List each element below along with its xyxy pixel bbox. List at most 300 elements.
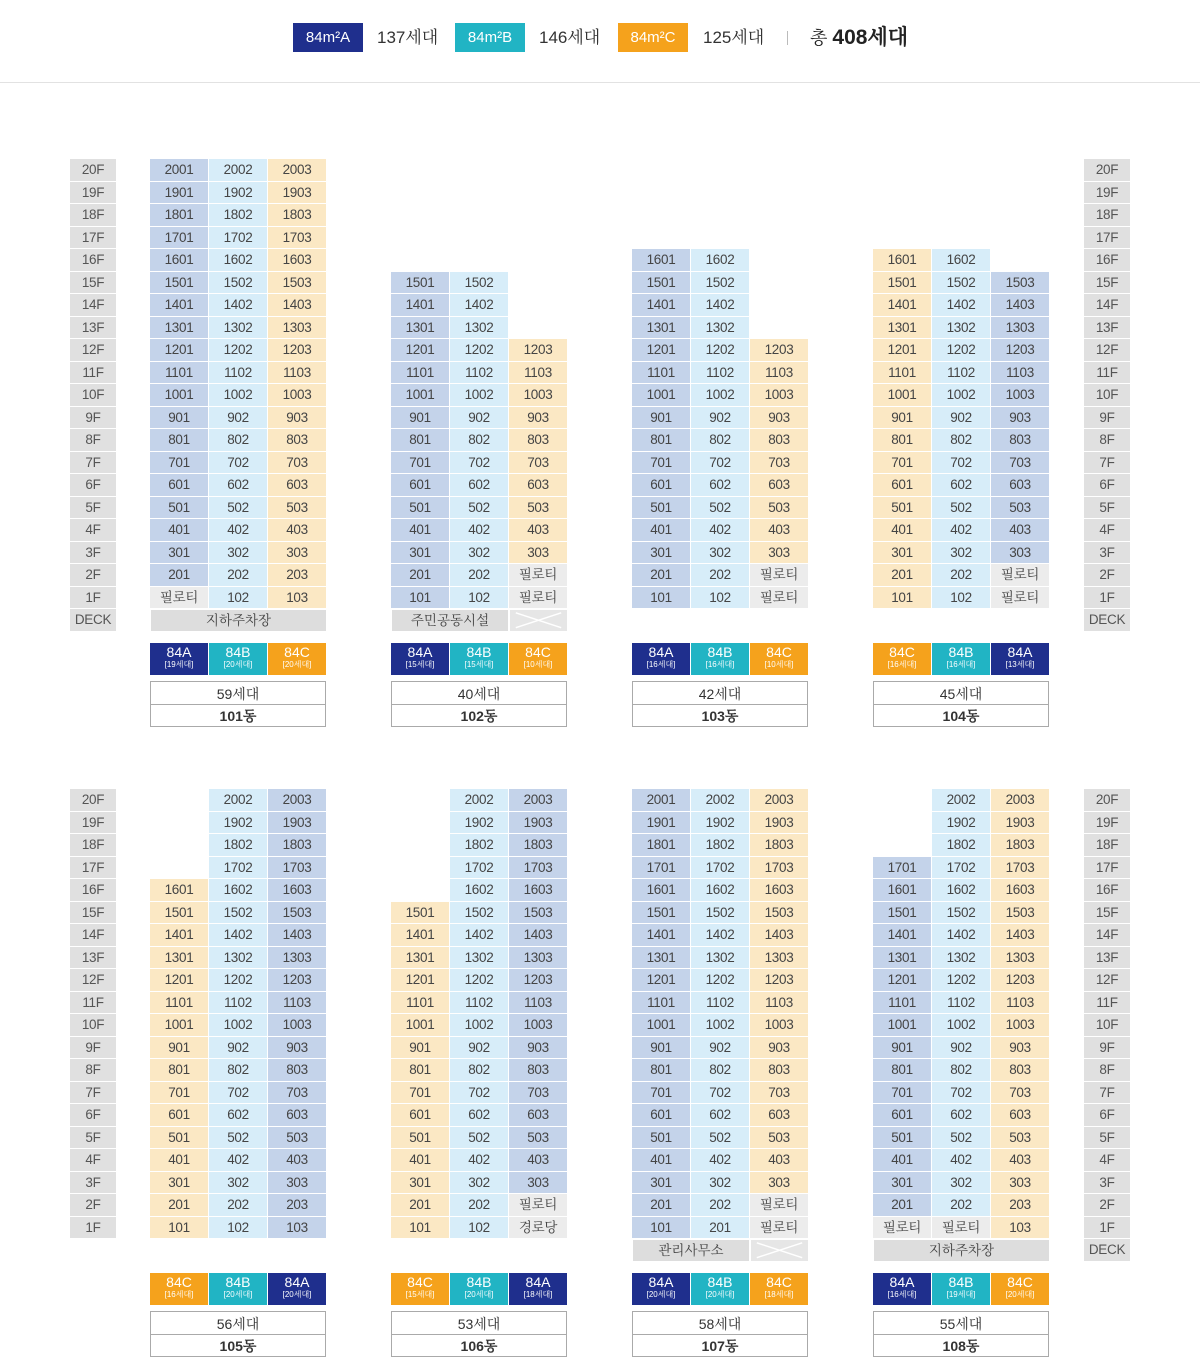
floor-label-row2-left: 15F	[70, 902, 117, 925]
unit-cell-102: 903	[509, 407, 568, 430]
unit-cell-106: 1001	[391, 1014, 450, 1037]
unit-cell-108: 1902	[932, 812, 991, 835]
floor-label-row1-right: 8F	[1084, 429, 1131, 452]
floor-label-row1-left: 9F	[70, 407, 117, 430]
unit-cell-102: 703	[509, 452, 568, 475]
unit-cell-102: 101	[391, 587, 450, 610]
unit-cell-101: 1002	[209, 384, 268, 407]
legend-badge-84b: 84m²B	[455, 23, 525, 52]
unit-cell-107: 201	[691, 1217, 750, 1240]
unit-cell-106: 703	[509, 1082, 568, 1105]
floor-label-row1-left: 12F	[70, 339, 117, 362]
unit-cell-105: 1702	[209, 857, 268, 880]
type-badge-102	[509, 643, 568, 675]
badge-type-label: 84B	[948, 643, 974, 660]
legend-badge-84c: 84m²C	[618, 23, 688, 52]
unit-cell-104: 803	[991, 429, 1050, 452]
unit-cell-105: 1501	[150, 902, 209, 925]
unit-cell-108: 1703	[991, 857, 1050, 880]
unit-cell-105: 1903	[268, 812, 327, 835]
building-total-106: 53세대	[391, 1311, 567, 1335]
deck-void-107	[750, 1239, 809, 1262]
unit-cell-107: 801	[632, 1059, 691, 1082]
unit-cell-102: 1103	[509, 362, 568, 385]
unit-cell-107: 101	[632, 1217, 691, 1240]
badge-unit-count: [18세대]	[764, 1289, 794, 1299]
unit-cell-101: 1201	[150, 339, 209, 362]
unit-cell-107: 402	[691, 1149, 750, 1172]
floor-label-row1-left: 14F	[70, 294, 117, 317]
unit-cell-106: 1903	[509, 812, 568, 835]
floor-label-row2-left: 11F	[70, 992, 117, 1015]
badge-unit-count: [20세대]	[282, 659, 312, 669]
unit-cell-106: 803	[509, 1059, 568, 1082]
unit-cell-101: 903	[268, 407, 327, 430]
floor-label-row2-right: 16F	[1084, 879, 1131, 902]
floor-label-row2-right: 3F	[1084, 1172, 1131, 1195]
unit-cell-103: 필로티	[750, 564, 809, 587]
type-badge-101	[150, 643, 209, 675]
unit-cell-102: 1203	[509, 339, 568, 362]
unit-cell-108: 1802	[932, 834, 991, 857]
badge-type-label: 84B	[948, 1273, 974, 1290]
unit-cell-101: 1301	[150, 317, 209, 340]
floor-label-row2-right: 8F	[1084, 1059, 1131, 1082]
floor-label-row2-left: 7F	[70, 1082, 117, 1105]
unit-cell-104: 1301	[873, 317, 932, 340]
unit-cell-103: 703	[750, 452, 809, 475]
unit-cell-108: 603	[991, 1104, 1050, 1127]
floor-label-row1-right: 18F	[1084, 204, 1131, 227]
unit-cell-107: 1102	[691, 992, 750, 1015]
unit-cell-103: 701	[632, 452, 691, 475]
unit-cell-108: 1102	[932, 992, 991, 1015]
badge-unit-count: [10세대]	[764, 659, 794, 669]
floor-label-row2-right: 12F	[1084, 969, 1131, 992]
unit-cell-103: 1602	[691, 249, 750, 272]
unit-cell-103: 필로티	[750, 587, 809, 610]
floor-label-row1-left: 20F	[70, 159, 117, 182]
unit-cell-104: 1403	[991, 294, 1050, 317]
badge-type-label: 84A	[525, 1273, 551, 1290]
floor-label-row2-right: 17F	[1084, 857, 1131, 880]
unit-cell-102: 1301	[391, 317, 450, 340]
unit-cell-108: 801	[873, 1059, 932, 1082]
unit-cell-104: 401	[873, 519, 932, 542]
unit-cell-108: 902	[932, 1037, 991, 1060]
unit-cell-101: 1103	[268, 362, 327, 385]
unit-cell-106: 201	[391, 1194, 450, 1217]
unit-cell-101: 1102	[209, 362, 268, 385]
unit-cell-105: 102	[209, 1217, 268, 1240]
unit-cell-102: 803	[509, 429, 568, 452]
unit-cell-102: 1302	[450, 317, 509, 340]
unit-cell-104: 필로티	[991, 587, 1050, 610]
unit-cell-105: 903	[268, 1037, 327, 1060]
unit-cell-108: 201	[873, 1194, 932, 1217]
unit-cell-107: 필로티	[750, 1194, 809, 1217]
unit-cell-106: 1103	[509, 992, 568, 1015]
unit-cell-103: 903	[750, 407, 809, 430]
unit-cell-107: 1401	[632, 924, 691, 947]
unit-cell-108: 1903	[991, 812, 1050, 835]
unit-cell-103: 1601	[632, 249, 691, 272]
unit-cell-101: 1702	[209, 227, 268, 250]
unit-cell-101: 401	[150, 519, 209, 542]
unit-cell-101: 1303	[268, 317, 327, 340]
unit-cell-107: 1002	[691, 1014, 750, 1037]
unit-cell-102: 401	[391, 519, 450, 542]
unit-cell-107: 1301	[632, 947, 691, 970]
unit-cell-108: 202	[932, 1194, 991, 1217]
floor-label-row2-right: 20F	[1084, 789, 1131, 812]
unit-cell-104: 301	[873, 542, 932, 565]
unit-cell-106: 801	[391, 1059, 450, 1082]
unit-cell-108: 1502	[932, 902, 991, 925]
building-name-108: 108동	[873, 1335, 1049, 1357]
badge-unit-count: [19세대]	[164, 659, 194, 669]
unit-cell-102: 701	[391, 452, 450, 475]
unit-cell-102: 1502	[450, 272, 509, 295]
floor-label-row1-right: 9F	[1084, 407, 1131, 430]
badge-type-label: 84A	[648, 643, 674, 660]
unit-cell-106: 503	[509, 1127, 568, 1150]
floor-label-row2-left: 13F	[70, 947, 117, 970]
unit-cell-103: 1001	[632, 384, 691, 407]
unit-cell-106: 1702	[450, 857, 509, 880]
unit-cell-107: 303	[750, 1172, 809, 1195]
unit-cell-101: 1101	[150, 362, 209, 385]
building-name-105: 105동	[150, 1335, 326, 1357]
unit-cell-105: 1503	[268, 902, 327, 925]
unit-cell-102: 필로티	[509, 564, 568, 587]
unit-cell-106: 1101	[391, 992, 450, 1015]
building-name-104: 104동	[873, 705, 1049, 727]
unit-cell-105: 1003	[268, 1014, 327, 1037]
unit-cell-101: 601	[150, 474, 209, 497]
unit-cell-108: 1301	[873, 947, 932, 970]
unit-cell-104: 1203	[991, 339, 1050, 362]
floor-label-row1-right: 2F	[1084, 564, 1131, 587]
unit-cell-103: 503	[750, 497, 809, 520]
floor-label-row1-right: 20F	[1084, 159, 1131, 182]
unit-cell-106: 1501	[391, 902, 450, 925]
unit-cell-101: 1203	[268, 339, 327, 362]
unit-cell-101: 1802	[209, 204, 268, 227]
unit-cell-104: 필로티	[991, 564, 1050, 587]
unit-cell-108: 303	[991, 1172, 1050, 1195]
unit-cell-101: 1703	[268, 227, 327, 250]
type-badge-105	[150, 1273, 209, 1305]
unit-cell-104: 1201	[873, 339, 932, 362]
unit-cell-104: 1101	[873, 362, 932, 385]
unit-cell-102: 403	[509, 519, 568, 542]
unit-cell-105: 2002	[209, 789, 268, 812]
unit-cell-108: 301	[873, 1172, 932, 1195]
unit-cell-103: 1201	[632, 339, 691, 362]
unit-cell-104: 102	[932, 587, 991, 610]
unit-cell-106: 필로티	[509, 1194, 568, 1217]
floor-label-row2-left: 17F	[70, 857, 117, 880]
unit-cell-101: 1603	[268, 249, 327, 272]
type-badge-106	[391, 1273, 450, 1305]
unit-cell-103: 101	[632, 587, 691, 610]
unit-cell-105: 602	[209, 1104, 268, 1127]
unit-cell-101: 1803	[268, 204, 327, 227]
unit-cell-103: 702	[691, 452, 750, 475]
unit-cell-104: 1202	[932, 339, 991, 362]
badge-unit-count: [16세대]	[887, 659, 917, 669]
floor-label-row1-right: 15F	[1084, 272, 1131, 295]
unit-cell-106: 1803	[509, 834, 568, 857]
unit-cell-107: 필로티	[750, 1217, 809, 1240]
unit-cell-102: 801	[391, 429, 450, 452]
unit-cell-101: 1401	[150, 294, 209, 317]
unit-cell-104: 1302	[932, 317, 991, 340]
unit-cell-106: 1902	[450, 812, 509, 835]
unit-cell-105: 201	[150, 1194, 209, 1217]
unit-cell-106: 401	[391, 1149, 450, 1172]
unit-cell-101: 102	[209, 587, 268, 610]
unit-cell-103: 901	[632, 407, 691, 430]
type-badge-104	[873, 643, 932, 675]
unit-cell-101: 403	[268, 519, 327, 542]
type-badge-103	[750, 643, 809, 675]
unit-cell-108: 302	[932, 1172, 991, 1195]
unit-cell-105: 1101	[150, 992, 209, 1015]
unit-cell-105: 1202	[209, 969, 268, 992]
unit-cell-103: 303	[750, 542, 809, 565]
unit-cell-103: 602	[691, 474, 750, 497]
unit-cell-104: 1303	[991, 317, 1050, 340]
unit-cell-102: 402	[450, 519, 509, 542]
unit-cell-106: 1202	[450, 969, 509, 992]
unit-cell-101: 703	[268, 452, 327, 475]
floor-label-row2-right: 9F	[1084, 1037, 1131, 1060]
floor-label-row1-right: DECK	[1084, 609, 1131, 632]
unit-cell-101: 803	[268, 429, 327, 452]
floor-label-row2-left: 20F	[70, 789, 117, 812]
type-badge-106	[509, 1273, 568, 1305]
unit-cell-107: 802	[691, 1059, 750, 1082]
badge-type-label: 84C	[525, 643, 551, 660]
unit-cell-103: 502	[691, 497, 750, 520]
floor-label-row1-right: 4F	[1084, 519, 1131, 542]
unit-cell-104: 502	[932, 497, 991, 520]
unit-cell-108: 1202	[932, 969, 991, 992]
unit-cell-101: 901	[150, 407, 209, 430]
unit-cell-107: 1202	[691, 969, 750, 992]
floor-label-row2-right: 10F	[1084, 1014, 1131, 1037]
unit-cell-107: 703	[750, 1082, 809, 1105]
legend-badge-84a: 84m²A	[293, 23, 363, 52]
unit-cell-103: 1302	[691, 317, 750, 340]
unit-cell-108: 703	[991, 1082, 1050, 1105]
type-badge-107	[691, 1273, 750, 1305]
unit-cell-106: 702	[450, 1082, 509, 1105]
unit-cell-108: 701	[873, 1082, 932, 1105]
legend-count-84c: 125세대	[703, 28, 765, 47]
unit-cell-107: 302	[691, 1172, 750, 1195]
unit-cell-101: 302	[209, 542, 268, 565]
unit-cell-107: 701	[632, 1082, 691, 1105]
unit-cell-108: 903	[991, 1037, 1050, 1060]
floor-label-row1-left: 13F	[70, 317, 117, 340]
type-badge-106	[450, 1273, 509, 1305]
floor-label-row2-right: DECK	[1084, 1239, 1131, 1262]
building-total-107: 58세대	[632, 1311, 808, 1335]
badge-type-label: 84A	[166, 643, 192, 660]
unit-cell-104: 1102	[932, 362, 991, 385]
floor-label-row1-left: 15F	[70, 272, 117, 295]
unit-cell-105: 103	[268, 1217, 327, 1240]
unit-cell-108: 103	[991, 1217, 1050, 1240]
unit-cell-107: 1003	[750, 1014, 809, 1037]
unit-cell-102: 303	[509, 542, 568, 565]
badge-type-label: 84A	[1007, 643, 1033, 660]
unit-cell-101: 2002	[209, 159, 268, 182]
unit-cell-101: 802	[209, 429, 268, 452]
unit-cell-105: 1103	[268, 992, 327, 1015]
floor-label-row1-right: 19F	[1084, 182, 1131, 205]
unit-cell-106: 501	[391, 1127, 450, 1150]
badge-type-label: 84B	[707, 643, 733, 660]
badge-unit-count: [19세대]	[946, 1289, 976, 1299]
unit-cell-101: 1701	[150, 227, 209, 250]
unit-cell-101: 603	[268, 474, 327, 497]
unit-cell-108: 901	[873, 1037, 932, 1060]
unit-cell-107: 903	[750, 1037, 809, 1060]
unit-cell-107: 1302	[691, 947, 750, 970]
unit-cell-105: 203	[268, 1194, 327, 1217]
floor-label-row1-left: 5F	[70, 497, 117, 520]
unit-cell-106: 1402	[450, 924, 509, 947]
floor-label-row2-right: 6F	[1084, 1104, 1131, 1127]
unit-cell-103: 1401	[632, 294, 691, 317]
unit-cell-105: 1401	[150, 924, 209, 947]
badge-type-label: 84A	[648, 1273, 674, 1290]
unit-cell-106: 802	[450, 1059, 509, 1082]
floor-label-row1-right: 14F	[1084, 294, 1131, 317]
unit-cell-101: 1601	[150, 249, 209, 272]
unit-cell-105: 101	[150, 1217, 209, 1240]
unit-cell-105: 1301	[150, 947, 209, 970]
unit-cell-106: 2003	[509, 789, 568, 812]
unit-cell-108: 501	[873, 1127, 932, 1150]
unit-cell-107: 401	[632, 1149, 691, 1172]
unit-cell-102: 1401	[391, 294, 450, 317]
unit-cell-106: 502	[450, 1127, 509, 1150]
floor-label-row1-left: 19F	[70, 182, 117, 205]
unit-cell-104: 403	[991, 519, 1050, 542]
unit-cell-101: 503	[268, 497, 327, 520]
floor-label-row1-right: 12F	[1084, 339, 1131, 362]
unit-cell-105: 402	[209, 1149, 268, 1172]
unit-cell-106: 1303	[509, 947, 568, 970]
unit-cell-104: 101	[873, 587, 932, 610]
unit-cell-102: 1102	[450, 362, 509, 385]
unit-cell-105: 803	[268, 1059, 327, 1082]
unit-cell-103: 302	[691, 542, 750, 565]
badge-type-label: 84A	[407, 643, 433, 660]
floor-label-row1-left: 10F	[70, 384, 117, 407]
unit-cell-103: 501	[632, 497, 691, 520]
building-total-102: 40세대	[391, 681, 567, 705]
unit-cell-103: 1103	[750, 362, 809, 385]
unit-cell-101: 902	[209, 407, 268, 430]
unit-cell-104: 1103	[991, 362, 1050, 385]
unit-cell-106: 302	[450, 1172, 509, 1195]
unit-cell-102: 503	[509, 497, 568, 520]
unit-cell-102: 필로티	[509, 587, 568, 610]
floor-label-row1-left: 7F	[70, 452, 117, 475]
badge-type-label: 84B	[466, 1273, 492, 1290]
floor-label-row1-right: 3F	[1084, 542, 1131, 565]
unit-cell-105: 1303	[268, 947, 327, 970]
unit-cell-105: 1001	[150, 1014, 209, 1037]
type-badge-104	[991, 643, 1050, 675]
legend-count-84a: 137세대	[377, 28, 439, 47]
unit-cell-102: 501	[391, 497, 450, 520]
void-cross-icon	[510, 610, 567, 631]
type-badge-102	[450, 643, 509, 675]
floor-label-row1-left: 16F	[70, 249, 117, 272]
badge-unit-count: [10세대]	[523, 659, 553, 669]
unit-cell-104: 901	[873, 407, 932, 430]
floor-label-row2-right: 4F	[1084, 1149, 1131, 1172]
unit-cell-105: 1703	[268, 857, 327, 880]
unit-cell-101: 201	[150, 564, 209, 587]
badge-unit-count: [16세대]	[646, 659, 676, 669]
unit-cell-103: 301	[632, 542, 691, 565]
unit-cell-101: 1302	[209, 317, 268, 340]
type-badge-105	[268, 1273, 327, 1305]
building-total-104: 45세대	[873, 681, 1049, 705]
unit-cell-108: 203	[991, 1194, 1050, 1217]
unit-cell-107: 601	[632, 1104, 691, 1127]
unit-cell-101: 1003	[268, 384, 327, 407]
unit-cell-102: 1201	[391, 339, 450, 362]
unit-cell-102: 1402	[450, 294, 509, 317]
type-badge-104	[932, 643, 991, 675]
unit-cell-104: 1502	[932, 272, 991, 295]
unit-cell-105: 802	[209, 1059, 268, 1082]
floor-label-row1-right: 13F	[1084, 317, 1131, 340]
badge-unit-count: [20세대]	[705, 1289, 735, 1299]
unit-cell-104: 1401	[873, 294, 932, 317]
badge-type-label: 84C	[766, 1273, 792, 1290]
unit-cell-107: 1903	[750, 812, 809, 835]
unit-cell-101: 1901	[150, 182, 209, 205]
floor-label-row2-left: 9F	[70, 1037, 117, 1060]
unit-cell-106: 1002	[450, 1014, 509, 1037]
floor-label-row1-right: 7F	[1084, 452, 1131, 475]
unit-cell-101: 1903	[268, 182, 327, 205]
unit-cell-105: 1802	[209, 834, 268, 857]
unit-cell-107: 1101	[632, 992, 691, 1015]
building-name-102: 102동	[391, 705, 567, 727]
unit-cell-101: 702	[209, 452, 268, 475]
unit-cell-102: 1501	[391, 272, 450, 295]
unit-cell-105: 902	[209, 1037, 268, 1060]
floor-label-row1-right: 17F	[1084, 227, 1131, 250]
floor-label-row2-right: 13F	[1084, 947, 1131, 970]
unit-cell-105: 303	[268, 1172, 327, 1195]
unit-cell-108: 702	[932, 1082, 991, 1105]
deck-void-102	[509, 609, 568, 632]
unit-cell-106: 601	[391, 1104, 450, 1127]
badge-unit-count: [16세대]	[946, 659, 976, 669]
